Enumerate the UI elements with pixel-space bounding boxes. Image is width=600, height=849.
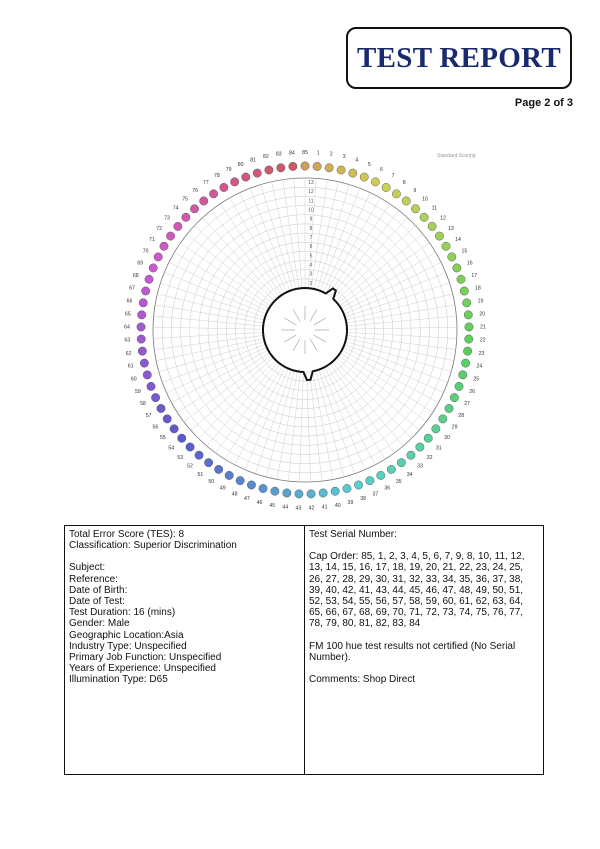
- grid-spoke: [199, 360, 276, 438]
- cap-number: 65: [124, 311, 131, 318]
- comments-line: Comments: Shop Direct: [309, 674, 416, 686]
- cap-circle: [461, 359, 469, 367]
- grid-spoke: [283, 180, 299, 289]
- cap-number: 34: [406, 471, 413, 478]
- cap-number: 36: [384, 485, 391, 492]
- cap-number: 72: [156, 225, 162, 232]
- cap-circle: [371, 178, 379, 186]
- details-column: [305, 526, 543, 774]
- cap-number: 55: [160, 435, 166, 442]
- cap-number: 19: [477, 298, 484, 305]
- cap-number: 66: [126, 298, 133, 305]
- cap-number: 43: [295, 505, 302, 512]
- scale-number: 12: [308, 189, 314, 196]
- cap-circle: [166, 232, 174, 240]
- grid-spoke: [159, 341, 265, 371]
- cap-circle: [402, 197, 410, 205]
- cap-number: 82: [262, 154, 269, 161]
- cap-circle: [149, 264, 157, 272]
- cap-circle: [387, 465, 395, 473]
- grid-spoke: [334, 360, 411, 438]
- scale-number: 7: [309, 235, 313, 241]
- page-number: Page 2 of 3: [514, 97, 573, 109]
- cap-number: 20: [479, 311, 486, 318]
- cap-circle: [160, 242, 168, 250]
- grid-spoke: [316, 371, 344, 477]
- cap-circle: [225, 471, 233, 479]
- cap-circle: [253, 169, 261, 177]
- cap-circle: [209, 190, 217, 198]
- cap-circle: [247, 481, 255, 489]
- cap-circle: [377, 471, 385, 479]
- cap-circle: [424, 434, 432, 442]
- grid-spoke: [154, 316, 264, 326]
- cap-number: 70: [142, 248, 149, 255]
- cap-circle: [445, 404, 453, 412]
- cap-number: 61: [127, 363, 134, 370]
- cap-number: 75: [182, 196, 188, 203]
- cap-circle: [236, 476, 244, 484]
- cap-circle: [140, 359, 148, 367]
- cap-number: 74: [172, 205, 179, 212]
- cap-circle: [392, 190, 400, 198]
- cap-circle: [230, 178, 238, 186]
- cap-circle: [354, 481, 362, 489]
- cap-number: 10: [422, 196, 428, 203]
- cap-circle: [397, 458, 405, 466]
- cap-circle: [154, 253, 162, 261]
- cap-circle: [200, 197, 208, 205]
- cap-circle: [313, 162, 321, 170]
- cap-circle: [139, 299, 147, 307]
- cap-number: 44: [282, 504, 289, 511]
- cap-circle: [145, 275, 153, 283]
- cap-number: 59: [134, 389, 141, 396]
- cap-circle: [283, 489, 291, 497]
- reference-line: Reference:: [69, 573, 118, 585]
- cap-number: 85: [302, 149, 308, 156]
- grid-spoke: [319, 370, 355, 474]
- scale-number: 13: [308, 180, 314, 186]
- cap-circle: [137, 311, 145, 319]
- grid-spoke: [332, 362, 403, 446]
- cap-circle: [420, 213, 428, 221]
- cap-number: 30: [444, 435, 450, 442]
- grid-spoke: [220, 204, 281, 295]
- cap-circle: [349, 169, 357, 177]
- cap-circle: [289, 162, 297, 170]
- cap-circle: [337, 166, 345, 174]
- grid-spoke: [342, 350, 439, 403]
- cap-number: 54: [168, 445, 175, 452]
- scale-number: 11: [308, 198, 314, 205]
- cap-number: 8: [402, 180, 406, 187]
- grid-spoke: [250, 188, 290, 291]
- cap-number: 38: [360, 496, 367, 503]
- cap-circle: [137, 335, 145, 343]
- cap-number: 28: [458, 412, 465, 419]
- cap-number: 5: [367, 161, 371, 168]
- cap-circle: [439, 415, 447, 423]
- grid-spoke: [261, 185, 293, 290]
- grid-spoke: [230, 198, 284, 294]
- cap-number: 64: [124, 324, 130, 331]
- cap-circle: [366, 476, 374, 484]
- cap-circle: [143, 371, 151, 379]
- grid-spoke: [341, 252, 436, 308]
- cap-circle: [448, 253, 456, 261]
- grid-spoke: [266, 371, 294, 477]
- cap-number: 76: [192, 187, 199, 194]
- report-title: TEST REPORT: [346, 27, 572, 89]
- cap-circle: [178, 434, 186, 442]
- cap-circle: [411, 205, 419, 213]
- cap-number: 84: [288, 150, 295, 157]
- cap-number: 4: [355, 157, 359, 164]
- cap-circle: [450, 393, 458, 401]
- cap-circle: [174, 222, 182, 230]
- cap-circle: [157, 404, 165, 412]
- cap-number: 53: [177, 454, 184, 461]
- cap-number: 6: [379, 167, 383, 174]
- cap-number: 47: [243, 496, 250, 503]
- cap-circle: [214, 465, 222, 473]
- cap-circle: [464, 311, 472, 319]
- cap-circle: [343, 484, 351, 492]
- cap-number: 60: [130, 376, 137, 383]
- cap-number: 40: [334, 502, 341, 509]
- cap-number: 69: [137, 260, 144, 267]
- grid-spoke: [203, 218, 277, 299]
- illumination-line: Illumination Type: D65: [69, 674, 168, 686]
- cap-number: 58: [139, 401, 146, 408]
- cap-number: 3: [342, 154, 346, 161]
- cap-circle: [277, 164, 285, 172]
- cap-circle: [301, 162, 309, 170]
- grid-spoke: [174, 252, 269, 308]
- cap-number: 51: [197, 471, 204, 478]
- cap-number: 29: [451, 424, 458, 431]
- cap-number: 21: [480, 324, 486, 331]
- cap-number: 16: [466, 260, 473, 267]
- scale-number: 4: [309, 262, 313, 269]
- cap-number: 33: [417, 463, 423, 470]
- grid-spoke: [340, 353, 432, 413]
- test-date-line: Date of Test:: [69, 596, 125, 608]
- cap-circle: [147, 382, 155, 390]
- cap-circle: [220, 183, 228, 191]
- cap-circle: [460, 287, 468, 295]
- grid-spoke: [328, 204, 389, 295]
- cap-number: 77: [202, 180, 209, 187]
- cap-number: 25: [473, 376, 480, 383]
- grid-spoke: [177, 353, 269, 413]
- grid-spoke: [155, 305, 263, 323]
- cap-number: 26: [469, 389, 476, 396]
- cap-number: 22: [479, 337, 486, 344]
- cap-circle: [459, 371, 467, 379]
- cap-number: 23: [478, 350, 485, 357]
- cap-circle: [416, 443, 424, 451]
- cap-order-text: Cap Order: 85, 1, 2, 3, 4, 5, 6, 7, 9, 8, 10, 11, 12, 13, 14, 15, 16, 17, 18, 19, 20, 21, 22, 23, 24, 25, 26, 27, 28, 29, 30, 31, 32, 33, 34, 35, 36, 37, 38, 39, 40, 42, 41, 43, 44, 45, 46, 47, 48, 49, 50, 51, 52, 53, 54, 55, 56, 57, 58, 59, 60, 61, 62, 63, 64, 65, 66, 67, 68, 69, 70, 71, 72, 73, 74, 75, 76, 77, 78, 79, 80, 81, 82, 83, 84: [309, 551, 525, 630]
- cap-circle: [465, 335, 473, 343]
- grid-spoke: [344, 344, 447, 382]
- cap-circle: [465, 323, 473, 331]
- cap-number: 78: [214, 173, 220, 180]
- grid-spoke: [172, 350, 269, 403]
- scale-number: 9: [309, 216, 313, 223]
- scale-number: 8: [309, 225, 313, 232]
- grid-spoke: [320, 188, 360, 291]
- grid-spoke: [317, 185, 349, 290]
- cap-circle: [428, 222, 436, 230]
- cap-number: 39: [347, 499, 354, 506]
- cap-number: 68: [132, 272, 139, 279]
- cap-number: 57: [145, 412, 152, 419]
- cap-circle: [453, 264, 461, 272]
- cap-circle: [331, 487, 339, 495]
- cap-circle: [259, 484, 267, 492]
- experience-line: Years of Experience: Unspecified: [69, 663, 216, 675]
- cap-circle: [360, 173, 368, 181]
- scale-number: 2: [309, 280, 313, 287]
- cap-circle: [195, 451, 203, 459]
- cap-circle: [407, 451, 415, 459]
- cap-number: 37: [372, 491, 379, 498]
- cap-circle: [463, 347, 471, 355]
- cap-circle: [170, 425, 178, 433]
- serial-number-line: Test Serial Number:: [309, 529, 397, 540]
- grid-spoke: [326, 198, 380, 294]
- cap-number: 41: [321, 504, 328, 511]
- scale-number: 3: [309, 271, 313, 278]
- grid-spoke: [346, 305, 454, 323]
- cap-number: 81: [250, 157, 257, 164]
- cap-circle: [319, 489, 327, 497]
- cap-circle: [242, 173, 250, 181]
- scale-number: 6: [309, 244, 313, 251]
- job-line: Primary Job Function: Unspecified: [69, 652, 222, 664]
- scale-number: 10: [308, 207, 314, 214]
- cap-number: 67: [129, 285, 136, 292]
- cap-circle: [186, 443, 194, 451]
- cap-number: 49: [219, 485, 226, 492]
- cap-number: 7: [391, 173, 395, 180]
- cap-number: 17: [471, 272, 478, 279]
- cap-number: 73: [164, 215, 170, 222]
- cap-number: 18: [474, 285, 481, 292]
- grid-spoke: [345, 341, 451, 371]
- cap-number: 2: [329, 151, 333, 158]
- cap-number: 11: [431, 205, 438, 212]
- cap-number: 31: [435, 445, 442, 452]
- cap-number: 48: [231, 491, 238, 498]
- cap-number: 24: [476, 363, 483, 370]
- cap-circle: [271, 487, 279, 495]
- cap-number: 79: [225, 167, 232, 174]
- cap-number: 32: [426, 454, 433, 461]
- cap-circle: [435, 232, 443, 240]
- cap-number: 56: [152, 424, 159, 431]
- duration-line: Test Duration: 16 (mins): [69, 607, 176, 619]
- cap-circle: [442, 242, 450, 250]
- grid-spoke: [347, 316, 457, 326]
- cap-circle: [295, 490, 303, 498]
- subject-line: Subject:: [69, 562, 106, 574]
- cap-number: 1: [316, 150, 320, 157]
- cap-number: 27: [464, 401, 471, 408]
- inner-center: [263, 288, 347, 380]
- cap-circle: [190, 205, 198, 213]
- cap-circle: [151, 393, 159, 401]
- tes-line: Total Error Score (TES): 8: [69, 529, 185, 540]
- cap-circle: [455, 382, 463, 390]
- cap-number: 9: [413, 187, 417, 194]
- cap-number: 63: [124, 337, 131, 344]
- scoring-label: Standard Scoring: [437, 153, 476, 159]
- cap-number: 80: [237, 161, 244, 168]
- dob-line: Date of Birth:: [69, 584, 128, 596]
- cap-number: 15: [461, 248, 468, 255]
- cap-circle: [307, 490, 315, 498]
- cap-number: 35: [395, 479, 402, 486]
- cap-circle: [163, 415, 171, 423]
- cap-number: 50: [208, 479, 215, 486]
- cap-number: 14: [455, 236, 461, 243]
- cap-number: 13: [448, 225, 454, 232]
- grid-spoke: [255, 370, 291, 474]
- cap-circle: [204, 458, 212, 466]
- cap-circle: [457, 275, 465, 283]
- cap-circle: [265, 166, 273, 174]
- cap-circle: [463, 299, 471, 307]
- results-column: [65, 526, 305, 774]
- location-line: Geographic Location:Asia: [69, 629, 184, 641]
- results-table: [64, 525, 544, 775]
- cap-number: 62: [125, 350, 132, 357]
- cap-number: 45: [269, 502, 276, 509]
- grid-spoke: [162, 344, 265, 382]
- certification-note: FM 100 hue test results not certified (No Serial Number).: [309, 640, 516, 663]
- gender-line: Gender: Male: [69, 618, 130, 630]
- cap-circle: [142, 287, 150, 295]
- cap-circle: [182, 213, 190, 221]
- cap-number: 52: [187, 463, 193, 470]
- cap-circle: [137, 323, 145, 331]
- grid-spoke: [333, 218, 407, 299]
- cap-circle: [432, 425, 440, 433]
- cap-number: 46: [256, 499, 263, 506]
- hue-circle-chart: [120, 145, 490, 515]
- grid-spoke: [311, 180, 327, 289]
- cap-number: 83: [275, 151, 282, 158]
- cap-circle: [138, 347, 146, 355]
- scale-number: 5: [309, 253, 313, 260]
- industry-line: Industry Type: Unspecified: [69, 640, 187, 652]
- cap-circle: [382, 183, 390, 191]
- cap-number: 42: [308, 505, 315, 512]
- cap-number: 12: [440, 215, 446, 222]
- cap-number: 71: [149, 236, 155, 243]
- classification-line: Classification: Superior Discrimination: [69, 540, 237, 552]
- cap-circle: [325, 164, 333, 172]
- grid-spoke: [207, 362, 278, 446]
